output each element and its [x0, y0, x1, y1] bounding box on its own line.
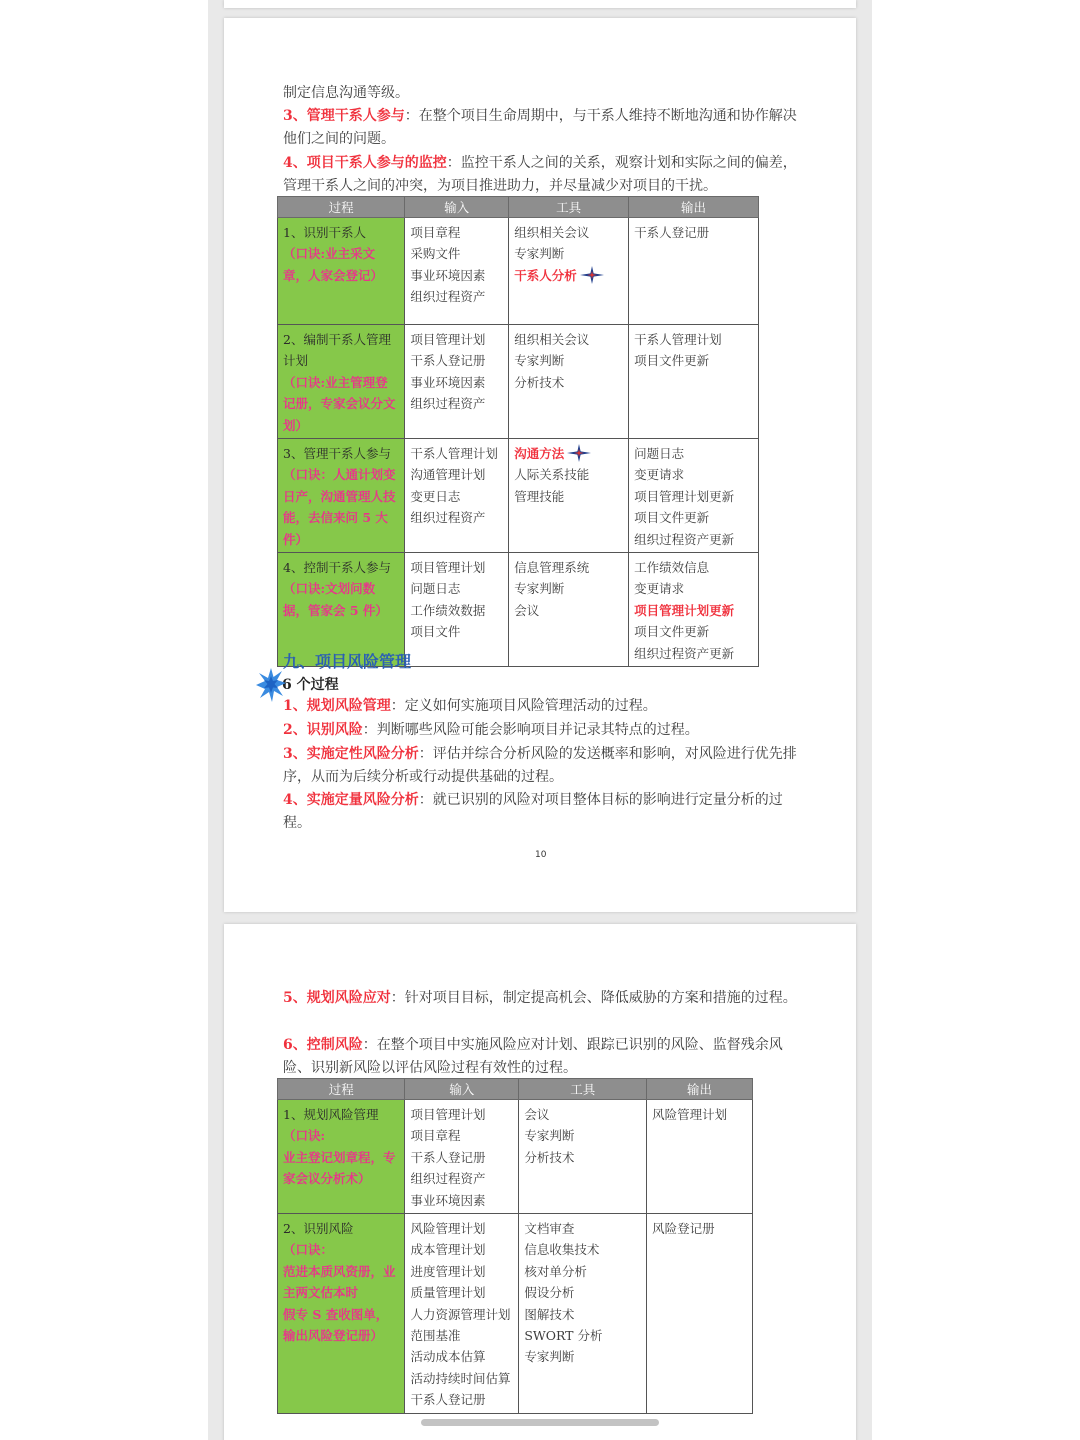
table-header-row [278, 1079, 753, 1100]
header-output: 输出 [647, 1079, 753, 1100]
table-row [278, 1100, 753, 1214]
intro-tail-text: 制定信息沟通等级。 [283, 85, 409, 101]
process-cell: 1、识别干系人 （口诀:业主采文章，人家会登记） [278, 218, 405, 325]
input-cell: 项目管理计划 项目章程 干系人登记册 组织过程资产 事业环境因素 [405, 1100, 519, 1214]
header-output: 输出 [629, 197, 759, 218]
risk-item-3: 3、实施定性风险分析：评估并综合分析风险的发送概率和影响，对风险进行优先排序，从而为后续分析或行动提供基础的过程。 [283, 746, 797, 786]
risk-item-4: 4、实施定量风险分析：就已识别的风险对项目整体目标的影响进行定量分析的过程。 [283, 792, 783, 832]
tool-cell: 组织相关会议 专家判断 分析技术 [509, 325, 629, 439]
table-row [278, 1214, 753, 1414]
document-page-11 [224, 924, 856, 1440]
tool-cell: 组织相关会议 专家判断 干系人分析 [509, 218, 629, 325]
tool-cell: 沟通方法 人际关系技能 管理技能 [509, 439, 629, 553]
table-row [278, 325, 759, 439]
header-tool: 工具 [509, 197, 629, 218]
header-tool: 工具 [519, 1079, 647, 1100]
input-cell: 干系人管理计划 沟通管理计划 变更日志 组织过程资产 [405, 439, 509, 553]
page-number: 10 [535, 850, 547, 860]
output-cell: 干系人管理计划 项目文件更新 [629, 325, 759, 439]
risk-item-1: 1、规划风险管理：定义如何实施项目风险管理活动的过程。 [283, 698, 657, 714]
risk-item-6: 6、控制风险：在整个项目中实施风险应对计划、跟踪已识别的风险、监督残余风险、识别新风险以评估风险过程有效性的过程。 [283, 1037, 783, 1077]
four-point-star-icon [567, 444, 591, 462]
output-cell: 风险管理计划 [647, 1100, 753, 1214]
risk-item-5: 5、规划风险应对：针对项目目标，制定提高机会、降低威胁的方案和措施的过程。 [283, 990, 797, 1006]
input-cell: 风险管理计划 成本管理计划 进度管理计划 质量管理计划 人力资源管理计划 范围基准 活动成本估算 活动持续时间估算 干系人登记册 [405, 1214, 519, 1414]
output-cell: 工作绩效信息 变更请求 项目管理计划更新 项目文件更新 组织过程资产更新 [629, 553, 759, 667]
process-cell: 2、编制干系人管理计划 （口诀:业主管理登记册，专家会议分文划） [278, 325, 405, 439]
previous-page-edge [224, 0, 856, 8]
header-process: 过程 [278, 1079, 405, 1100]
item-4-title: 项目干系人参与的监控 [306, 155, 447, 171]
output-cell: 问题日志 变更请求 项目管理计划更新 项目文件更新 组织过程资产更新 [629, 439, 759, 553]
output-cell: 风险登记册 [647, 1214, 753, 1414]
table-row [278, 439, 759, 553]
risk-process-table [277, 1078, 753, 1414]
output-cell: 干系人登记册 [629, 218, 759, 325]
highlighted-tool: 干系人分析 [514, 267, 577, 283]
header-process: 过程 [278, 197, 405, 218]
section-subtitle: 6 个过程 [282, 677, 339, 693]
tool-cell: 会议 专家判断 分析技术 [519, 1100, 647, 1214]
header-input: 输入 [405, 197, 509, 218]
horizontal-scrollbar[interactable] [421, 1419, 659, 1426]
burst-icon [256, 668, 286, 702]
input-cell: 项目章程 采购文件 事业环境因素 组织过程资产 [405, 218, 509, 325]
stakeholder-process-table [277, 196, 759, 667]
item-4-paragraph: 4、项目干系人参与的监控：监控干系人之间的关系，观察计划和实际之间的偏差，管理干系人之间的冲突，为项目推进助力，并尽量减少对项目的干扰。 [283, 155, 797, 195]
four-point-star-icon [580, 266, 604, 284]
tool-cell: 信息管理系统 专家判断 会议 [509, 553, 629, 667]
section-title: 九、项目风险管理 [283, 652, 412, 671]
risk-item-2: 2、识别风险：判断哪些风险可能会影响项目并记录其特点的过程。 [283, 722, 699, 738]
input-cell: 项目管理计划 问题日志 工作绩效数据 项目文件 [405, 553, 509, 667]
tool-cell: 文档审查 信息收集技术 核对单分析 假设分析 图解技术 SWORT 分析 专家判断 [519, 1214, 647, 1414]
item-3-paragraph: 3、管理干系人参与：在整个项目生命周期中，与干系人维持不断地沟通和协作解决他们之间的问题。 [283, 108, 797, 148]
process-cell: 2、识别风险 （口诀： 范进本质风资册，业主两文估本时 假专 S 查收图单，输出风险登记册） [278, 1214, 405, 1414]
header-input: 输入 [405, 1079, 519, 1100]
highlighted-tool: 沟通方法 [514, 446, 565, 462]
process-cell: 4、控制干系人参与 （口诀:文划问数据，管家会 5 件） [278, 553, 405, 667]
item-3-title: 管理干系人参与 [306, 108, 405, 124]
process-cell: 1、规划风险管理 （口诀: 业主登记划章程，专家会议分析术） [278, 1100, 405, 1214]
input-cell: 项目管理计划 干系人登记册 事业环境因素 组织过程资产 [405, 325, 509, 439]
process-cell: 3、管理干系人参与 （口诀：人通计划变日产，沟通管理人技能，去信来问 5 大件） [278, 439, 405, 553]
highlighted-output: 项目管理计划更新 [634, 602, 735, 618]
table-row [278, 218, 759, 325]
document-page-10 [224, 18, 856, 912]
table-header-row [278, 197, 759, 218]
